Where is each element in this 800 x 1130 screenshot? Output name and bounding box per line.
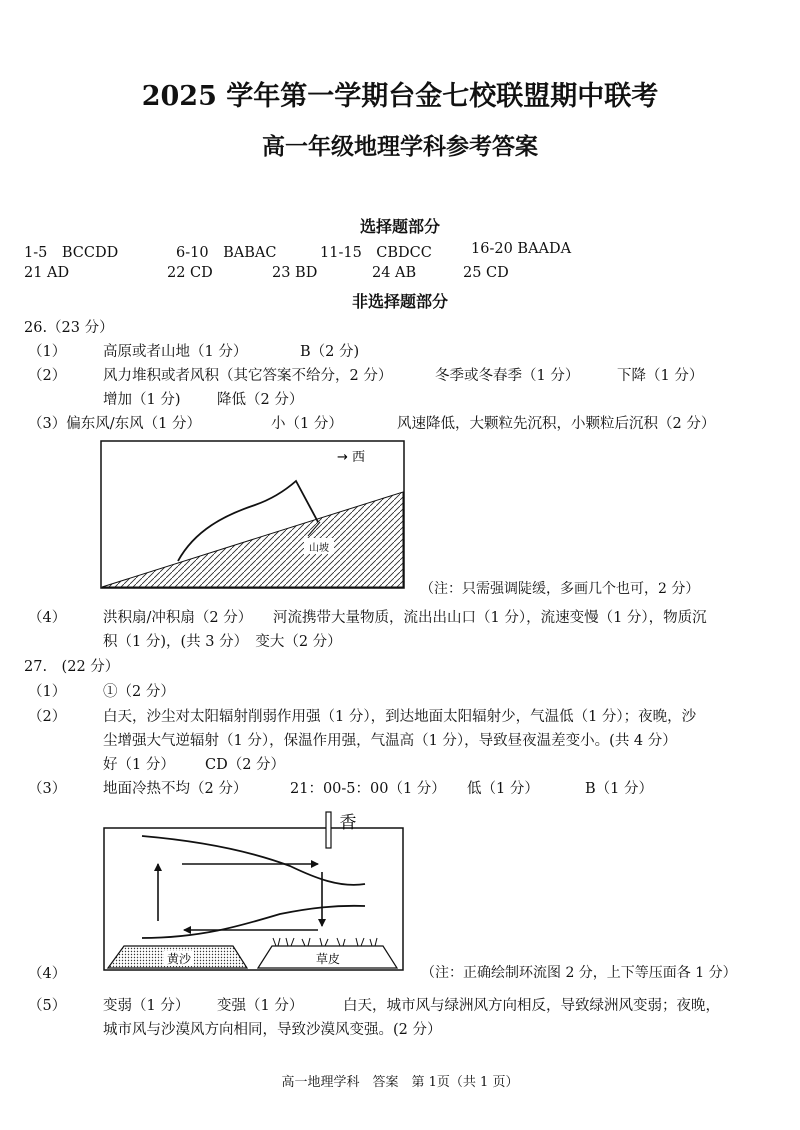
q27-header: 27. (22 分） — [24, 659, 120, 675]
answer-row1-group1: 1-5 BCCDD — [24, 245, 119, 261]
q26-header: 26.（23 分） — [24, 320, 114, 336]
answer-row1-group4: 16-20 BAADA — [471, 241, 572, 257]
incense-label: 香 — [339, 813, 357, 833]
lower-isobaric-surface — [142, 906, 365, 938]
slope-dune-figure — [100, 440, 405, 590]
document-title: 2025 学年第一学期台金七校联盟期中联考 — [141, 81, 659, 112]
answer-row2-q25: 25 CD — [463, 265, 509, 281]
q26-2-answer-b: 冬季或冬春季（1 分） — [435, 368, 580, 384]
q26-3-answer-b: 小（1 分） — [271, 416, 343, 432]
incense-stick — [326, 812, 331, 848]
q26-2-num: （2） — [28, 368, 67, 384]
q27-5-answer-a: 变弱（1 分） — [103, 998, 190, 1014]
grass-blades — [273, 938, 377, 946]
q27-3-answer-d: B（1 分） — [585, 781, 653, 797]
q26-3-answer-a: （3）偏东风/东风（1 分） — [28, 416, 201, 432]
q26-figure-note: （注：只需强调陡缓，多画几个也可，2 分） — [420, 581, 700, 597]
answer-row1-group2: 6-10 BABAC — [176, 245, 277, 261]
q26-4-num: （4） — [28, 610, 67, 626]
q27-1-answer: ①（2 分） — [103, 684, 175, 700]
q27-figure-note: （注：正确绘制环流图 2 分，上下等压面各 1 分） — [421, 965, 737, 981]
answer-row2-q22: 22 CD — [167, 265, 213, 281]
q26-3-answer-c: 风速降低，大颗粒先沉积，小颗粒后沉积（2 分） — [397, 416, 716, 432]
q27-5-answer-c: 白天，城市风与绿洲风方向相反，导致绿洲风变弱；夜晚， — [343, 998, 720, 1014]
q27-4-num: （4） — [28, 966, 67, 982]
q27-3-num: （3） — [28, 781, 67, 797]
q27-3-answer-a: 地面冷热不均（2 分） — [103, 781, 248, 797]
q26-4-answer-b: 河流携带大量物质，流出出山口（1 分），流速变慢（1 分），物质沉 — [273, 610, 707, 626]
q27-5-answer-b: 变强（1 分） — [217, 998, 304, 1014]
q27-2-num: （2） — [28, 709, 67, 725]
q26-2-answer-a: 风力堆积或者风积（其它答案不给分，2 分） — [103, 368, 393, 384]
q26-4-answer-a: 洪积扇/冲积扇（2 分） — [103, 610, 253, 626]
q27-3-answer-c: 低（1 分） — [467, 781, 539, 797]
q27-2-answer-a: 白天，沙尘对太阳辐射削弱作用强（1 分），到达地面太阳辐射少，气温低（1 分）；夜晚，沙 — [103, 709, 697, 725]
direction-west-label: → 西 — [337, 450, 366, 465]
document-subtitle: 高一年级地理学科参考答案 — [262, 133, 538, 160]
page-footer: 高一地理学科 答案 第 1页（共 1 页） — [281, 1075, 519, 1090]
q26-2-answer-d: 增加（1 分) — [103, 392, 181, 408]
q26-1-answer-a: 高原或者山地（1 分） — [103, 344, 248, 360]
circulation-figure — [100, 806, 420, 978]
q27-5-answer-d: 城市风与沙漠风方向相同，导致沙漠风变强。(2 分） — [103, 1022, 442, 1038]
q27-3-answer-b: 21：00-5：00（1 分） — [290, 781, 446, 797]
answer-row2-q23: 23 BD — [272, 265, 318, 281]
answer-row2-q24: 24 AB — [372, 265, 417, 281]
q26-4-answer-c: 积（1 分)，(共 3 分） 变大（2 分） — [103, 634, 342, 650]
q26-2-answer-e: 降低（2 分） — [217, 392, 304, 408]
q27-2-answer-b: 尘增强大气逆辐射（1 分），保温作用强，气温高（1 分），导致昼夜温差变小。(共 4 分） — [103, 733, 677, 749]
q27-5-num: （5） — [28, 998, 67, 1014]
q26-2-answer-c: 下降（1 分） — [617, 368, 704, 384]
q26-1-answer-b: B（2 分) — [300, 344, 360, 360]
section-heading-nonchoice: 非选择题部分 — [351, 292, 448, 311]
q26-1-num: （1） — [28, 344, 67, 360]
q27-1-num: （1） — [28, 684, 67, 700]
slope-label: 山坡 — [309, 543, 329, 554]
grass-label: 草皮 — [315, 952, 341, 966]
q27-2-answer-d: CD（2 分） — [205, 757, 286, 773]
section-heading-choice: 选择题部分 — [359, 217, 440, 236]
q27-2-answer-c: 好（1 分） — [103, 757, 175, 773]
answer-row2-q21: 21 AD — [24, 265, 70, 281]
sand-label: 黄沙 — [166, 952, 192, 966]
answer-row1-group3: 11-15 CBDCC — [320, 245, 432, 261]
